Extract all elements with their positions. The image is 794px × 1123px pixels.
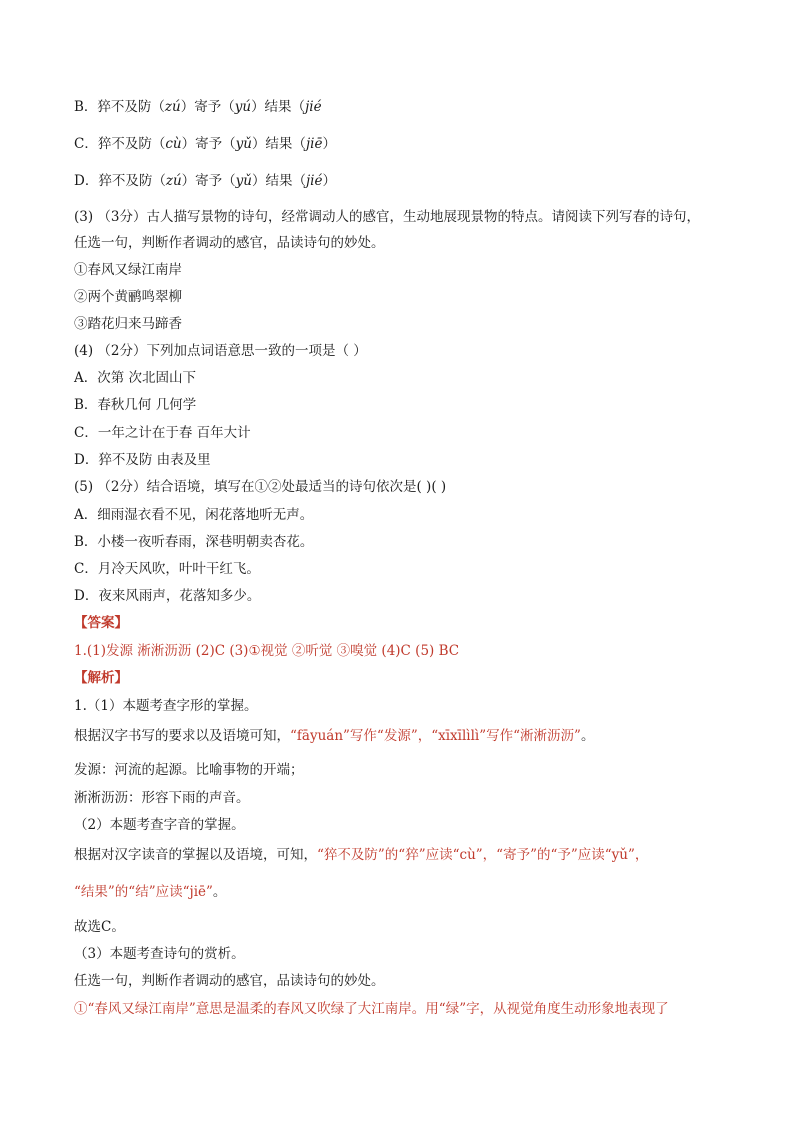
analysis-p2-pre: 根据汉字书写的要求以及语境可知，: [74, 728, 290, 744]
pinyin: zú: [165, 173, 182, 189]
pinyin: yǔ: [235, 136, 252, 152]
analysis-p10: 任选一句，判断作者调动的感官，品读诗句的妙处。: [74, 973, 385, 989]
analysis-p11: ①“春风又绿江南岸”意思是温柔的春风又吹绿了大江南岸。用“绿”字，从视觉角度生动形象地表现了: [74, 1001, 669, 1017]
q2-option-b: [74, 98, 734, 116]
q5-option-a: A．细雨湿衣看不见，闲花落地听无声。: [74, 507, 314, 523]
analysis-p8: 故选C。: [74, 919, 125, 935]
q2-option-d-mid1: ）寄予（: [181, 173, 236, 189]
pinyin: jié: [305, 99, 322, 115]
analysis-p7: [74, 883, 734, 901]
q3-item-2: ②两个黄鹂鸣翠柳: [74, 289, 182, 305]
q3-item-1: ①春风又绿江南岸: [74, 262, 182, 278]
pinyin: yǔ: [235, 173, 252, 189]
pinyin: jié: [305, 173, 323, 189]
q3-item-3: ③踏花归来马蹄香: [74, 316, 182, 332]
q2-option-d-pre: D．猝不及防（: [74, 173, 166, 189]
analysis-p6: [74, 846, 734, 864]
analysis-p7-post: 。: [212, 884, 227, 900]
q5-stem: (5) （2分）结合语境，填写在①②处最适当的诗句依次是( )( ): [74, 479, 447, 495]
q2-option-b-mid2: ）结果（: [251, 99, 306, 115]
q4-option-d: D．猝不及防 由表及里: [74, 452, 211, 468]
q2-option-c-pre: C．猝不及防（: [74, 136, 166, 152]
analysis-p4: 淅淅沥沥：形容下雨的声音。: [74, 790, 250, 806]
analysis-p6-pre: 根据对汉字读音的掌握以及语境，可知，: [74, 847, 317, 863]
analysis-p1: 1.（1）本题考查字形的掌握。: [74, 698, 258, 714]
pinyin: yú: [234, 99, 252, 115]
answer-text: 1.(1)发源 淅淅沥沥 (2)C (3)①视觉 ②听觉 ③嗅觉 (4)C (5) BC: [74, 643, 460, 659]
q2-option-c-mid2: ）结果（: [251, 136, 306, 152]
q2-option-c: [74, 135, 734, 153]
q5-option-b: B．小楼一夜听春雨，深巷明朝卖杏花。: [74, 534, 314, 550]
q2-option-c-post: ）: [322, 136, 336, 152]
q2-option-d-mid2: ）结果（: [251, 173, 306, 189]
analysis-p5: （2）本题考查字音的掌握。: [74, 817, 245, 833]
q4-option-b: B．春秋几何 几何学: [74, 397, 197, 413]
analysis-p9: （3）本题考查诗句的赏析。: [74, 946, 245, 962]
q4-option-a: A．次第 次北固山下: [74, 370, 197, 386]
pinyin: jiē: [305, 136, 323, 152]
analysis-heading: 【解析】: [74, 670, 128, 686]
q2-option-d: [74, 172, 734, 190]
q5-option-c: C．月冷天风吹，叶叶干红飞。: [74, 561, 260, 577]
q4-stem: (4) （2分）下列加点词语意思一致的一项是（ ）: [74, 343, 367, 359]
q2-option-c-mid1: ）寄予（: [181, 136, 236, 152]
q3-stem-line2: 任选一句，判断作者调动的感官，品读诗句的妙处。: [74, 235, 385, 251]
q3-stem-line1: (3) （3分）古人描写景物的诗句，经常调动人的感官，生动地展现景物的特点。请阅读下列写春的诗句，: [74, 209, 701, 225]
q2-option-b-mid1: ）寄予（: [180, 99, 235, 115]
analysis-p6-red: “猝不及防”的“猝”应读“cù”，“寄予”的“予”应读“yǔ”，: [317, 847, 649, 863]
pinyin: zú: [164, 99, 181, 115]
q5-option-d: D．夜来风雨声，花落知多少。: [74, 588, 261, 604]
analysis-p7-red: “结果”的“结”应读“jiē”: [74, 884, 213, 900]
answer-heading: 【答案】: [74, 615, 128, 631]
q2-option-b-pre: B．猝不及防（: [74, 99, 165, 115]
analysis-p3: 发源：河流的起源。比喻事物的开端；: [74, 762, 304, 778]
analysis-p2-post: 。: [580, 728, 595, 744]
q2-option-d-post: ）: [322, 173, 336, 189]
analysis-p2: [74, 727, 734, 745]
pinyin: cù: [165, 136, 182, 152]
q4-option-c: C．一年之计在于春 百年大计: [74, 425, 251, 441]
analysis-p2-red: “fāyuán”写作“发源”，“xīxīlìlì”写作“淅淅沥沥”: [290, 728, 581, 744]
